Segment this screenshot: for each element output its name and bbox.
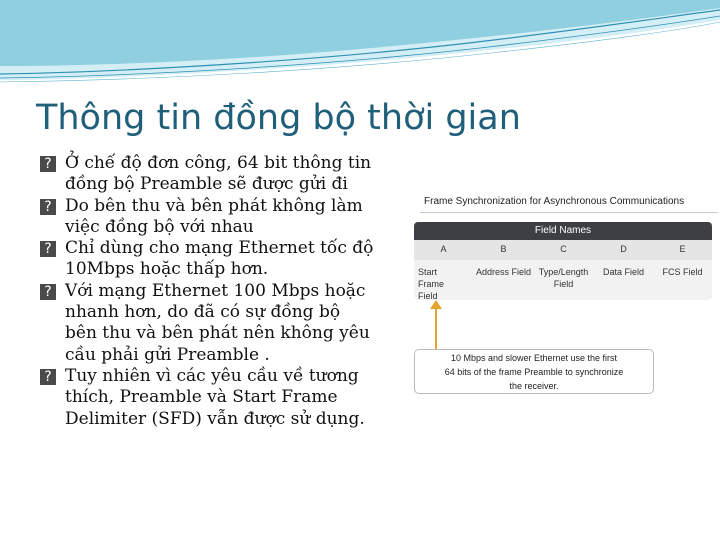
callout-line: 64 bits of the frame Preamble to synchronize <box>444 367 624 377</box>
field-text: Frame <box>418 279 445 289</box>
bullet-line: Delimiter (SFD) vẫn được sử dụng. <box>65 408 365 429</box>
field-cell-fcs <box>653 266 712 278</box>
field-cell-address <box>474 266 533 278</box>
field-cell-data <box>594 266 653 278</box>
field-text: Field <box>553 279 574 289</box>
bullet-item <box>40 153 412 196</box>
bullet-line: Tuy nhiên vì các yêu cầu về tương <box>65 365 359 386</box>
header-wave-decoration <box>0 0 720 90</box>
bullet-line: Do bên thu và bên phát không làm <box>65 195 363 216</box>
callout-box <box>414 349 654 394</box>
bullet-item <box>40 281 412 366</box>
field-names-table <box>414 222 712 300</box>
bullet-marker-icon: ? <box>40 369 56 385</box>
bullet-list <box>40 153 412 430</box>
callout-line: 10 Mbps and slower Ethernet use the first <box>450 353 618 363</box>
column-letter: B <box>500 244 507 254</box>
bullet-line: nhanh hơn, do đã có sự đồng bộ <box>65 302 341 323</box>
bullet-line: 10Mbps hoặc thấp hơn. <box>65 259 269 280</box>
field-text: FCS Field <box>662 267 703 277</box>
field-text: Data Field <box>602 267 645 277</box>
bullet-line: Chỉ dùng cho mạng Ethernet tốc độ <box>65 238 374 259</box>
bullet-line: thích, Preamble và Start Frame <box>65 387 338 408</box>
field-text: Start <box>418 267 438 277</box>
field-cell-start-frame <box>414 266 473 300</box>
figure-title: Frame Synchronization for Asynchronous Communications <box>424 196 685 207</box>
bullet-item <box>40 366 412 430</box>
bullet-line: đồng bộ Preamble sẽ được gửi đi <box>65 174 348 195</box>
bullet-marker-icon: ? <box>40 241 56 257</box>
column-letter: E <box>679 244 686 254</box>
bullet-line: Với mạng Ethernet 100 Mbps hoặc <box>65 280 366 301</box>
bullet-item <box>40 196 412 239</box>
column-letter-row <box>414 240 712 260</box>
column-letter: A <box>440 244 447 254</box>
bullet-line: việc đồng bộ với nhau <box>65 216 254 237</box>
slide-title: Thông tin đồng bộ thời gian <box>36 98 521 138</box>
frame-sync-figure <box>412 188 718 400</box>
column-letter: C <box>560 244 567 254</box>
callout-line: the receiver. <box>509 381 559 391</box>
figure-divider <box>420 212 718 213</box>
bullet-line: bên thu và bên phát nên không yêu <box>65 323 370 344</box>
arrow-shaft <box>435 307 437 349</box>
bullet-marker-icon: ? <box>40 284 56 300</box>
bullet-line: Ở chế độ đơn công, 64 bit thông tin <box>65 153 372 173</box>
field-text: Field <box>418 291 438 300</box>
column-letter: D <box>620 244 627 254</box>
bullet-line: cầu phải gửi Preamble . <box>65 344 270 365</box>
bullet-item <box>40 238 412 281</box>
field-cell-type-length <box>534 266 593 290</box>
field-text: Address Field <box>475 267 532 277</box>
table-header: Field Names <box>414 222 712 240</box>
bullet-marker-icon: ? <box>40 199 56 215</box>
bullet-marker-icon: ? <box>40 156 56 172</box>
field-text: Type/Length <box>538 267 589 277</box>
